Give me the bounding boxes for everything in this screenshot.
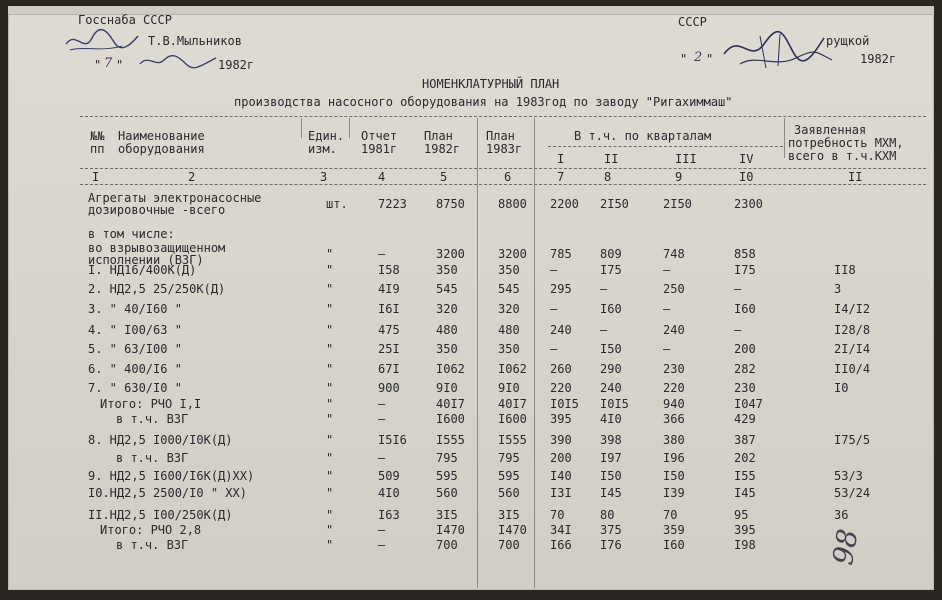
row-plan-1983: 3I5	[498, 508, 520, 522]
row-requirement: II0/4	[834, 362, 871, 376]
row-unit: "	[326, 263, 334, 277]
col-q2: II	[604, 152, 619, 166]
row-q3: 240	[663, 323, 685, 337]
row-plan-1982: 350	[436, 263, 458, 277]
column-divider	[534, 118, 535, 588]
row-unit: "	[326, 362, 334, 376]
row-plan-1982: I600	[436, 412, 465, 426]
row-plan-1982: 700	[436, 538, 458, 552]
col-name-1: Наименование	[118, 129, 205, 143]
row-q3: 359	[663, 523, 685, 537]
row-q1: –	[550, 302, 558, 316]
row-requirement: I75/5	[834, 433, 871, 447]
row-q3: –	[663, 302, 671, 316]
row-q4: I60	[734, 302, 756, 316]
row-plan-1982: 40I7	[436, 397, 465, 411]
row-plan-1983: 545	[498, 282, 520, 296]
row-plan-1982: 560	[436, 486, 458, 500]
row-q3: –	[663, 342, 671, 356]
row-name-cont: исполнении (ВЗГ)	[88, 253, 204, 267]
row-q2: I45	[600, 486, 622, 500]
left-signature	[62, 26, 142, 56]
row-report-1981: I5I6	[378, 433, 407, 447]
row-q4: 2300	[734, 197, 763, 211]
row-q3: 250	[663, 282, 685, 296]
idx-5: 5	[440, 170, 448, 184]
page-number: 98	[825, 526, 865, 568]
row-name: 9. НД2,5 I600/I6К(Д)ХХ)	[88, 469, 255, 483]
column-divider	[477, 118, 478, 588]
title-line2: производства насосного оборудования на 1983год по заводу "Ригахиммаш"	[234, 95, 733, 109]
row-plan-1983: 40I7	[498, 397, 527, 411]
col-report-1: Отчет	[361, 129, 398, 143]
row-q4: –	[734, 323, 742, 337]
row-q4: 230	[734, 381, 756, 395]
row-q3: I50	[663, 469, 685, 483]
row-name: I. НД16/400К(Д)	[88, 263, 197, 277]
row-name: I0.НД2,5 2500/I0 " ХХ)	[88, 486, 247, 500]
row-q3: I96	[663, 451, 685, 465]
row-q4: 200	[734, 342, 756, 356]
row-unit: "	[326, 323, 334, 337]
row-q3: I39	[663, 486, 685, 500]
row-plan-1983: 560	[498, 486, 520, 500]
row-q2: I60	[600, 302, 622, 316]
idx-11: II	[848, 170, 863, 184]
row-q1: I66	[550, 538, 572, 552]
row-report-1981: –	[378, 538, 386, 552]
row-name: в т.ч. ВЗГ	[116, 412, 189, 426]
row-q3: 230	[663, 362, 685, 376]
left-org: Госснаба СССР	[78, 13, 172, 27]
row-requirement: I28/8	[834, 323, 871, 337]
row-report-1981: 475	[378, 323, 400, 337]
row-unit: "	[326, 342, 334, 356]
row-plan-1982: I470	[436, 523, 465, 537]
idx-1: I	[92, 170, 100, 184]
row-plan-1982: 480	[436, 323, 458, 337]
row-report-1981: 7223	[378, 197, 407, 211]
document-page: Госснаба СССР Т.В.Мыльников " 7 " 1982г СССР рущкой " 2 " 1982г НОМЕНКЛАТУРНЫЙ ПЛАН производства насосного оборудования на 1983год по заводу "Ригахиммаш" №№ пп Наименование оборудования Един. изм. Отчет 1981г План 1982г План 1983г В т.ч. по кварталам I II III IV Заявленная потребность МХМ, всего в т.ч.КХМ I 2 3 4 5 6 7 8 9 I0 II Агрегаты электронасосные дозировочные -всего шт. 7223 8750 8800 2200 2I50 2I50 2300 в том числе: во взрывозащищенном исполнении (ВЗГ) " – 3200 3200 785 809 748 858 I. НД16/400К(Д) " I58 350 350 – I75 – I75 II8 2. НД2,5 25/250К(Д) " 4I9 545 545 295 – 250 – 3 3. " 40/I60 " " I6I 320 320 – I60 – I60 I4/I2 4. " I00/63 " " 475 480 480 240 – 240 – I28/8 5. " 63/I00 " " 25I 350 350 – I50 – 200 2I/I4 6. " 400/I6 " " 67I I062 I062 260 290 230 282 II0/4 7. " 630/I0 " " 900 9I0 9I0 220 240 220 230 I0 Итого: РЧО I,I " – 40I7 40I7 I0I5 I0I5 940 I047 в т.ч. ВЗГ " – I600 I600 395 4I0 366 429 8. НД2,5 I000/I0К(Д) " I5I6 I555 I555 390 398 380 387 I75/5 в т.ч. ВЗГ " – 795 795 200 I97 I96 202 9. НД2,5 I600/I6К(Д)ХХ) " 509 595 595 I40 I50 I50 I55 53/3 I0.НД2,5 2500/I0 " ХХ) " 4I0 560 560 I3I I45 I39 I45 53/24 II.НД2,5 I00/250К(Д) " I63 3I5 3I5 70 80 70 95 36 Итого: РЧО 2,8 " – I470 I470 34I 375 359 395 в т.ч. ВЗГ " – 700 700 I66 I76 I60 I98 98	[8, 6, 934, 590]
row-q4: 395	[734, 523, 756, 537]
row-report-1981: –	[378, 523, 386, 537]
row-plan-1983: 795	[498, 451, 520, 465]
row-plan-1983: 350	[498, 342, 520, 356]
row-q4: 282	[734, 362, 756, 376]
row-name: II.НД2,5 I00/250К(Д)	[88, 508, 233, 522]
row-name: 3. " 40/I60 "	[88, 302, 182, 316]
right-name-tail: рущкой	[826, 34, 870, 48]
row-q3: 380	[663, 433, 685, 447]
row-q2: 398	[600, 433, 622, 447]
row-requirement: 36	[834, 508, 849, 522]
row-q1: 295	[550, 282, 572, 296]
table-top-rule	[80, 116, 926, 117]
col-no-1: №№	[90, 129, 105, 143]
row-plan-1983: 9I0	[498, 381, 520, 395]
col-req-2: потребность МХМ,	[788, 136, 904, 150]
row-q3: I60	[663, 538, 685, 552]
col-unit-2: изм.	[308, 142, 337, 156]
row-requirement: I4/I2	[834, 302, 871, 316]
col-plan83-2: 1983г	[486, 142, 523, 156]
row-q3: 220	[663, 381, 685, 395]
row-q2: –	[600, 323, 608, 337]
row-plan-1983: 700	[498, 538, 520, 552]
right-org: СССР	[678, 15, 707, 29]
row-unit: "	[326, 433, 334, 447]
row-plan-1983: I600	[498, 412, 527, 426]
col-req-3: всего в т.ч.КХМ	[788, 149, 897, 163]
row-name: Итого: РЧО 2,8	[100, 523, 202, 537]
row-plan-1982: 3200	[436, 247, 465, 261]
row-q1: 2200	[550, 197, 579, 211]
header-rule	[80, 168, 926, 169]
row-plan-1983: 595	[498, 469, 520, 483]
col-report-2: 1981г	[361, 142, 398, 156]
row-plan-1983: I555	[498, 433, 527, 447]
row-q2: 375	[600, 523, 622, 537]
left-date-quote-close: "	[116, 58, 124, 72]
right-date-year: 1982г	[860, 52, 897, 66]
row-q2: I75	[600, 263, 622, 277]
row-q2: 290	[600, 362, 622, 376]
row-q2: I50	[600, 342, 622, 356]
row-requirement: I0	[834, 381, 849, 395]
row-unit: "	[326, 451, 334, 465]
row-q3: 366	[663, 412, 685, 426]
quarters-subrule	[548, 146, 783, 147]
col-name-2: оборудования	[118, 142, 205, 156]
row-q2: 80	[600, 508, 615, 522]
row-q1: 395	[550, 412, 572, 426]
row-q1: 240	[550, 323, 572, 337]
row-name: Итого: РЧО I,I	[100, 397, 202, 411]
row-q3: 940	[663, 397, 685, 411]
row-plan-1982: 8750	[436, 197, 465, 211]
row-q4: I047	[734, 397, 763, 411]
row-report-1981: 509	[378, 469, 400, 483]
row-report-1981: 4I9	[378, 282, 400, 296]
right-date-day: 2	[694, 50, 703, 65]
row-q4: I55	[734, 469, 756, 483]
row-name: 4. " I00/63 "	[88, 323, 182, 337]
idx-6: 6	[504, 170, 512, 184]
row-plan-1983: 480	[498, 323, 520, 337]
row-plan-1982: I555	[436, 433, 465, 447]
row-name: в т.ч. ВЗГ	[116, 451, 189, 465]
col-quarters-title: В т.ч. по кварталам	[574, 129, 712, 143]
row-requirement: 2I/I4	[834, 342, 871, 356]
col-no-2: пп	[90, 142, 105, 156]
row-q2: 2I50	[600, 197, 629, 211]
col-plan83-1: План	[486, 129, 515, 143]
idx-10: I0	[739, 170, 754, 184]
row-name: 7. " 630/I0 "	[88, 381, 182, 395]
row-q4: 429	[734, 412, 756, 426]
row-q2: I0I5	[600, 397, 629, 411]
row-q1: 785	[550, 247, 572, 261]
row-plan-1983: 350	[498, 263, 520, 277]
row-unit: "	[326, 486, 334, 500]
row-q2: 4I0	[600, 412, 622, 426]
row-plan-1983: 8800	[498, 197, 527, 211]
row-plan-1983: 320	[498, 302, 520, 316]
row-report-1981: –	[378, 397, 386, 411]
left-date-month-handwritten	[138, 52, 218, 72]
idx-8: 8	[604, 170, 612, 184]
row-unit: шт.	[326, 197, 348, 211]
row-name: во взрывозащищенном	[88, 241, 226, 255]
row-plan-1982: 3I5	[436, 508, 458, 522]
row-q2: 809	[600, 247, 622, 261]
row-q4: I45	[734, 486, 756, 500]
row-q1: 200	[550, 451, 572, 465]
idx-7: 7	[557, 170, 565, 184]
row-report-1981: 4I0	[378, 486, 400, 500]
row-requirement: II8	[834, 263, 856, 277]
title-line1: НОМЕНКЛАТУРНЫЙ ПЛАН	[422, 77, 560, 91]
row-q2: 240	[600, 381, 622, 395]
row-requirement: 53/24	[834, 486, 871, 500]
row-name: 8. НД2,5 I000/I0К(Д)	[88, 433, 233, 447]
row-report-1981: I6I	[378, 302, 400, 316]
row-unit: "	[326, 412, 334, 426]
col-unit-1: Един.	[308, 129, 345, 143]
row-q1: 70	[550, 508, 565, 522]
row-q2: –	[600, 282, 608, 296]
row-requirement: 53/3	[834, 469, 863, 483]
row-plan-1982: 9I0	[436, 381, 458, 395]
row-report-1981: –	[378, 247, 386, 261]
row-plan-1983: I470	[498, 523, 527, 537]
row-name-cont: дозировочные -всего	[88, 203, 226, 217]
row-plan-1982: 320	[436, 302, 458, 316]
row-q1: I0I5	[550, 397, 579, 411]
row-report-1981: 900	[378, 381, 400, 395]
row-q1: 34I	[550, 523, 572, 537]
row-unit: "	[326, 381, 334, 395]
row-name: 6. " 400/I6 "	[88, 362, 182, 376]
row-unit: "	[326, 302, 334, 316]
left-name: Т.В.Мыльников	[148, 34, 242, 48]
row-requirement: 3	[834, 282, 842, 296]
row-q1: 220	[550, 381, 572, 395]
col-plan82-2: 1982г	[424, 142, 461, 156]
col-plan82-1: План	[424, 129, 453, 143]
row-q1: –	[550, 342, 558, 356]
idx-4: 4	[378, 170, 386, 184]
row-q4: –	[734, 282, 742, 296]
row-unit: "	[326, 538, 334, 552]
row-report-1981: –	[378, 412, 386, 426]
row-report-1981: –	[378, 451, 386, 465]
row-plan-1982: 350	[436, 342, 458, 356]
idx-9: 9	[675, 170, 683, 184]
row-name: в т.ч. ВЗГ	[116, 538, 189, 552]
row-q2: I76	[600, 538, 622, 552]
left-date-year: 1982г	[218, 58, 255, 72]
row-unit: "	[326, 282, 334, 296]
row-report-1981: 67I	[378, 362, 400, 376]
row-q4: I75	[734, 263, 756, 277]
row-report-1981: I58	[378, 263, 400, 277]
row-q3: 70	[663, 508, 678, 522]
left-date-quote: "	[94, 58, 102, 72]
row-q4: 858	[734, 247, 756, 261]
row-plan-1982: 795	[436, 451, 458, 465]
row-q1: –	[550, 263, 558, 277]
row-plan-1982: I062	[436, 362, 465, 376]
row-q3: –	[663, 263, 671, 277]
idx-3: 3	[320, 170, 328, 184]
row-plan-1982: 595	[436, 469, 458, 483]
idx-2: 2	[188, 170, 196, 184]
row-q3: 2I50	[663, 197, 692, 211]
row-name: 2. НД2,5 25/250К(Д)	[88, 282, 226, 296]
row-q3: 748	[663, 247, 685, 261]
row-unit: "	[326, 523, 334, 537]
row-name: в том числе:	[88, 227, 175, 241]
row-q1: 390	[550, 433, 572, 447]
row-unit: "	[326, 397, 334, 411]
row-q1: I3I	[550, 486, 572, 500]
row-unit: "	[326, 469, 334, 483]
row-q2: I97	[600, 451, 622, 465]
row-q4: 95	[734, 508, 749, 522]
left-date-day: 7	[104, 56, 113, 71]
col-q4: IV	[739, 152, 754, 166]
row-q4: 387	[734, 433, 756, 447]
row-q1: I40	[550, 469, 572, 483]
row-plan-1983: 3200	[498, 247, 527, 261]
row-report-1981: 25I	[378, 342, 400, 356]
row-q4: I98	[734, 538, 756, 552]
row-unit: "	[326, 508, 334, 522]
row-q2: I50	[600, 469, 622, 483]
col-q3: III	[675, 152, 697, 166]
row-plan-1983: I062	[498, 362, 527, 376]
index-rule	[80, 184, 926, 185]
col-q1: I	[557, 152, 565, 166]
right-signature	[720, 24, 840, 74]
row-q4: 202	[734, 451, 756, 465]
row-unit: "	[326, 247, 334, 261]
row-q1: 260	[550, 362, 572, 376]
row-name: 5. " 63/I00 "	[88, 342, 182, 356]
row-report-1981: I63	[378, 508, 400, 522]
col-req-1: Заявленная	[794, 123, 867, 137]
row-name: Агрегаты электронасосные	[88, 191, 262, 205]
row-plan-1982: 545	[436, 282, 458, 296]
